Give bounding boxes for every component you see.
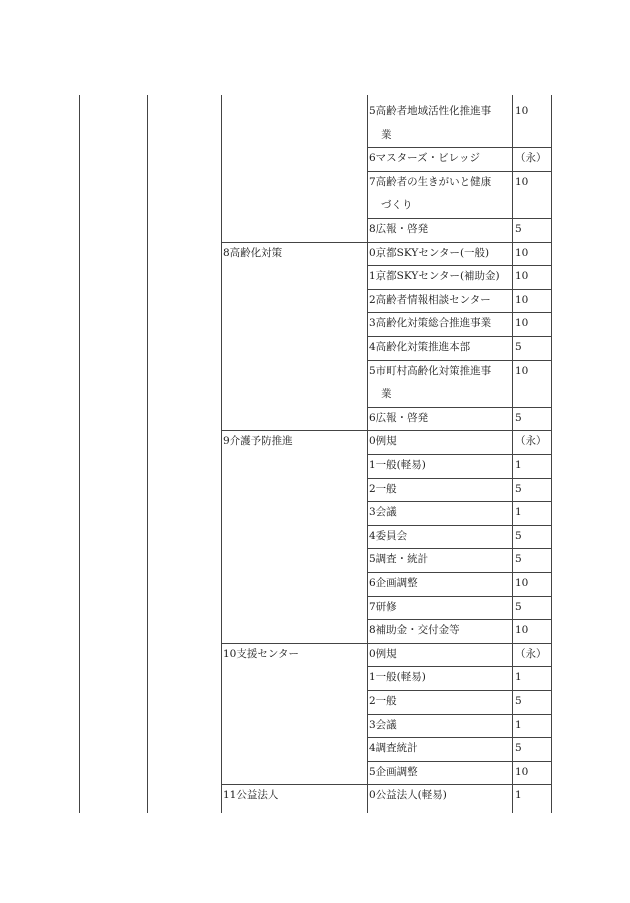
row-separator (367, 737, 551, 738)
row-separator (367, 690, 551, 691)
row-separator (367, 478, 551, 479)
category-separator (221, 242, 551, 243)
category-separator (221, 430, 551, 431)
row-separator (367, 501, 551, 502)
row-separator (367, 619, 551, 620)
item-label: 6広報・啓発 (369, 412, 429, 424)
retention-period: 10 (515, 270, 529, 282)
row-separator (367, 761, 551, 762)
row-separator (367, 596, 551, 597)
item-label: 3高齢化対策総合推進事業 (369, 317, 492, 329)
retention-period: 10 (515, 176, 529, 188)
item-label-continued: 業 (381, 129, 392, 141)
item-label: 3会議 (369, 719, 397, 731)
table-column-border (79, 95, 80, 813)
retention-period: 1 (515, 671, 522, 683)
retention-period: 1 (515, 506, 522, 518)
item-label: 4高齢化対策推進本部 (369, 341, 471, 353)
item-label: 3会議 (369, 506, 397, 518)
retention-period: 1 (515, 789, 522, 801)
retention-period: 5 (515, 742, 522, 754)
table-column-border (147, 95, 148, 813)
item-label: 8補助金・交付金等 (369, 624, 460, 636)
row-separator (367, 548, 551, 549)
item-label: 2一般 (369, 695, 397, 707)
item-label: 0公益法人(軽易) (369, 789, 447, 801)
item-label: 0例規 (369, 648, 397, 660)
category-label: 8高齢化対策 (223, 247, 283, 259)
item-label: 1一般(軽易) (369, 459, 426, 471)
row-separator (367, 171, 551, 172)
retention-period: 1 (515, 459, 522, 471)
item-label: 0例規 (369, 435, 397, 447)
retention-period: （永） (515, 648, 547, 660)
item-label: 1一般(軽易) (369, 671, 426, 683)
category-separator (221, 784, 551, 785)
item-label: 7研修 (369, 601, 397, 613)
retention-period: 5 (515, 341, 522, 353)
row-separator (367, 336, 551, 337)
row-separator (367, 572, 551, 573)
item-label: 5市町村高齢化対策推進事 (369, 365, 492, 377)
table-column-border (551, 95, 552, 813)
retention-period: 10 (515, 317, 529, 329)
row-separator (367, 454, 551, 455)
item-label: 1京都SKYセンター(補助金) (369, 270, 500, 282)
retention-period: 10 (515, 294, 529, 306)
row-separator (367, 265, 551, 266)
item-label: 2一般 (369, 483, 397, 495)
retention-period: 5 (515, 695, 522, 707)
retention-period: 5 (515, 553, 522, 565)
category-label: 9介護予防推進 (223, 435, 293, 447)
item-label: 5高齢者地域活性化推進事 (369, 105, 492, 117)
row-separator (367, 525, 551, 526)
item-label: 4委員会 (369, 530, 408, 542)
retention-period: 5 (515, 601, 522, 613)
table-column-border (221, 95, 222, 813)
retention-period: 5 (515, 483, 522, 495)
row-separator (367, 666, 551, 667)
item-label: 6企画調整 (369, 577, 418, 589)
item-label: 8広報・啓発 (369, 223, 429, 235)
item-label: 6マスターズ・ビレッジ (369, 152, 481, 164)
retention-period: 5 (515, 530, 522, 542)
retention-period: 10 (515, 766, 529, 778)
item-label: 0京都SKYセンター(一般) (369, 247, 490, 259)
retention-period: 10 (515, 624, 529, 636)
item-label: 5企画調整 (369, 766, 418, 778)
row-separator (367, 147, 551, 148)
retention-period: 1 (515, 719, 522, 731)
retention-period: 10 (515, 247, 529, 259)
row-separator (367, 407, 551, 408)
category-label: 10支援センター (223, 648, 299, 660)
retention-period: （永） (515, 152, 547, 164)
row-separator (367, 289, 551, 290)
item-label-continued: 業 (381, 388, 392, 400)
item-label: 5調査・統計 (369, 553, 429, 565)
row-separator (367, 360, 551, 361)
category-label: 11公益法人 (223, 789, 279, 801)
item-label: 7高齢者の生きがいと健康 (369, 176, 492, 188)
retention-period: 10 (515, 577, 529, 589)
row-separator (367, 312, 551, 313)
retention-period: 10 (515, 105, 529, 117)
item-label: 4調査統計 (369, 742, 418, 754)
retention-period: 5 (515, 223, 522, 235)
item-label: 2高齢者情報相談センター (369, 294, 491, 306)
retention-period: （永） (515, 435, 547, 447)
row-separator (367, 218, 551, 219)
category-separator (221, 643, 551, 644)
retention-period: 10 (515, 365, 529, 377)
retention-period: 5 (515, 412, 522, 424)
item-label-continued: づくり (381, 199, 413, 211)
row-separator (367, 714, 551, 715)
